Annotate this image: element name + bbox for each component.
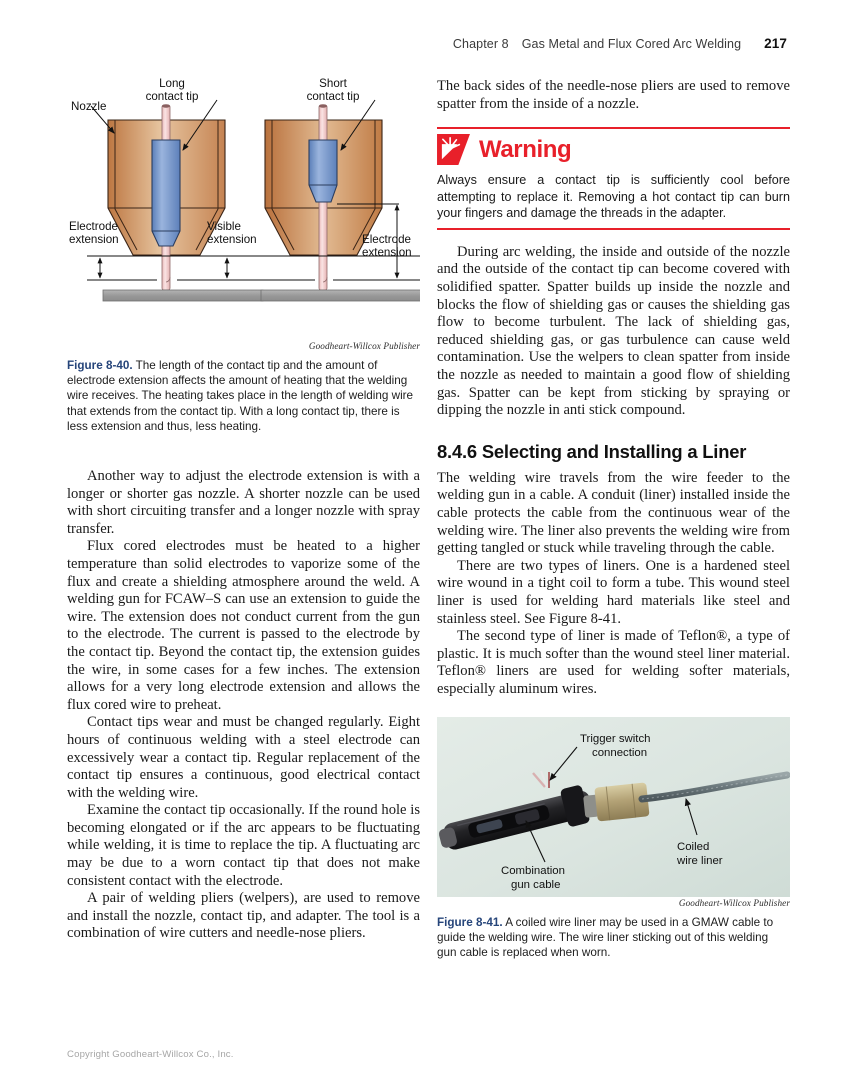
figure-8-40-caption-text: The length of the contact tip and the amount of electrode extension affects the amount of heating that the welding wire receives. The heating takes place in the length of welding wire that extends from the contact tip. With a long contact tip, there is less extension and thus, less heating. (67, 359, 414, 433)
figure-8-41-credit: Goodheart-Willcox Publisher (678, 897, 790, 908)
figure-8-40-illustration (67, 78, 420, 340)
label-long-contact-tip-line1: Long (159, 78, 185, 90)
label-electrode-extension-right-line2: extension (362, 246, 412, 259)
short-contact-tip (309, 140, 337, 202)
running-head-chapter: Chapter 8 (452, 37, 509, 51)
label-nozzle: Nozzle (71, 100, 107, 113)
label-coiled-wire-liner-line2: wire liner (677, 854, 723, 867)
running-head (453, 36, 787, 51)
label-combination-gun-cable-line2: gun cable (511, 878, 561, 891)
label-combination-gun-cable-line1: Combination (501, 864, 565, 877)
figure-8-41-caption-text: A coiled wire liner may be used in a GMAW cable to guide the welding wire. The wire liner sticking out of this welding gun cable is replaced when worn. (437, 915, 774, 959)
left-paragraph-2: Flux cored electrodes must be heated to a higher temperature than solid electrodes to vaporize some of the flux and create a shielding atmosphere around the weld. A welding gun for FCAW–S can use an extension to guide the wire. The extension does not conduct current from the gun to the electrode. The current is passed to the electrode by the contact tip. Beyond the contact tip, the extension guides the wire, in some cases for a few inches. The extension allows for a very long electrode extension and allows the flux cored wire to preheat. (67, 538, 420, 713)
label-electrode-extension-right-line1: Electrode (362, 233, 411, 246)
left-paragraph-1: Another way to adjust the electrode extension is with a longer or shorter gas nozzle. A shorter nozzle can be used with short circuiting transfer and a longer nozzle with spray transfer. (67, 468, 420, 537)
figure-8-40-caption (67, 358, 420, 434)
warning-spark-flag-icon (437, 134, 470, 165)
workpiece-plate-right (261, 290, 420, 301)
label-short-contact-tip-line2: contact tip (306, 90, 360, 103)
right-section-paragraph-2: There are two types of liners. One is a hardened steel wire wound in a tight coil to form a tube. This wound steel liner is used for welding hard materials like steel and stainless steel. See Figure 8-41. (437, 557, 790, 627)
label-visible-extension-line1: Visible (207, 220, 241, 233)
workpiece-plate-left (103, 290, 263, 301)
running-head-title: Gas Metal and Flux Cored Arc Welding (521, 37, 742, 51)
left-column (67, 78, 420, 943)
figure-8-41-caption-label: Figure 8-41. (437, 915, 503, 929)
figure-8-41-photo (437, 717, 790, 897)
left-paragraph-3: Contact tips wear and must be changed regularly. Eight hours of continuous welding with a steel electrode can excessively wear a contact tip. Regular replacement of the contact tip ensures a continuous, good electrical contact with the welding wire. (67, 714, 420, 801)
left-paragraph-4: Examine the contact tip occasionally. If the round hole is becoming elongated or if the arc appears to be fluctuating while welding, it is time to replace the tip. A fluctuating arc may be due to a worn contact tip that does not make consistent contact with the electrode. (67, 802, 420, 889)
warning-bottom-rule (437, 228, 790, 230)
figure-8-40-credit: Goodheart-Willcox Publisher (308, 341, 420, 351)
right-paragraph-after-warning: During arc welding, the inside and outside of the nozzle and the outside of the contact tip can become covered with solidified spatter. Spatter builds up inside the nozzle and blocks the flow of shielding gas or causes the shielding gas flow to become turbulent. The lack of shielding gas, reduced shielding gas, or gas turbulence can cause weld contamination. Use the welpers to clean spatter from inside the nozzle as needed to maintain a good flow of shielding gas. Spatter can be kept from sticking by spraying or dipping the nozzle in anti stick compound. (437, 243, 790, 419)
label-long-contact-tip-line2: contact tip (145, 90, 199, 103)
section-heading-8-4-6: 8.4.6 Selecting and Installing a Liner (437, 440, 747, 462)
label-electrode-extension-left-line1: Electrode (69, 220, 118, 233)
label-short-contact-tip-line1: Short (319, 78, 347, 90)
warning-callout (437, 127, 790, 230)
label-coiled-wire-liner-line1: Coiled (677, 840, 710, 853)
label-trigger-switch-line1: Trigger switch (580, 732, 651, 745)
nozzle-contact-tip-diagram (67, 78, 420, 340)
label-electrode-extension-left-line2: extension (69, 233, 119, 246)
right-section-paragraph-1: The welding wire travels from the wire feeder to the welding gun in a cable. A conduit (liner) installed inside the cable protects the cable from the continuous wear of the welding wire. The liner also prevents the welding wire from getting tangled or stuck while traveling through the cable. (437, 469, 790, 557)
warning-header (437, 129, 790, 170)
warning-body-text: Always ensure a contact tip is sufficiently cool before attempting to replace it. Removing a hot contact tip can burn your fingers and damage the threads in the adapter. (437, 173, 790, 221)
long-contact-tip (152, 140, 180, 246)
welding-gun-cable-photo (437, 717, 790, 897)
figure-8-41-caption (437, 915, 790, 961)
left-paragraph-5: A pair of welding pliers (welpers), are used to remove and install the nozzle, contact tip, and adapter. The tool is a combination of wire cutters and needle-nose pliers. (67, 890, 420, 942)
label-trigger-switch-line2: connection (592, 746, 648, 759)
warning-heading: Warning (479, 135, 572, 163)
figure-8-40-caption-label: Figure 8-40. (67, 359, 133, 372)
right-intro-paragraph: The back sides of the needle-nose pliers are used to remove spatter from the inside of a nozzle. (437, 78, 790, 112)
right-section-paragraph-3: The second type of liner is made of Teflon®, a type of plastic. It is much softer than the wound steel liner material. Teflon® liners are used for welding softer materials, especially aluminum wires. (437, 628, 790, 697)
page-number: 217 (764, 36, 787, 51)
right-column (437, 78, 790, 960)
label-visible-extension-line2: extension (207, 233, 257, 246)
page-footer-copyright: Copyright Goodheart-Willcox Co., Inc. (67, 1049, 234, 1060)
